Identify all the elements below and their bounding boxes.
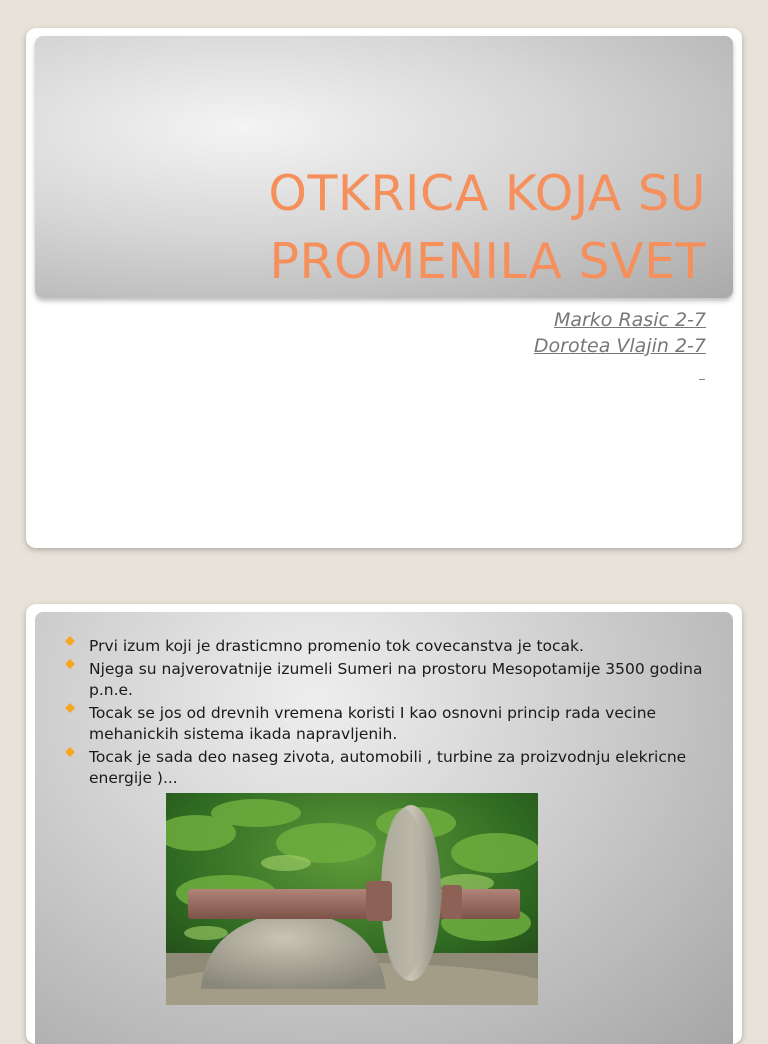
bullet-text: Njega su najverovatnije izumeli Sumeri na prostoru Mesopotamije 3500 godina p.n.e. — [89, 660, 703, 699]
bullet-item — [61, 747, 731, 789]
bullet-text: Tocak se jos od drevnih vremena koristi I kao osnovni princip rada vecine mehanickih sistema ikada napravljenih. — [89, 704, 657, 743]
author-name: Dorotea Vlajin 2-7 — [533, 335, 706, 357]
title-line-2: PROMENILA SVET — [269, 233, 706, 290]
author-list — [534, 307, 706, 359]
bullet-item — [61, 659, 731, 701]
title-slide — [26, 28, 742, 548]
bullet-icon — [65, 752, 75, 757]
content-band — [35, 612, 733, 1044]
bullet-text: Prvi izum koji je drasticmno promenio tok covecanstva je tocak. — [89, 637, 584, 655]
bullet-icon — [65, 664, 75, 669]
content-slide — [26, 604, 742, 1044]
bullet-item — [61, 703, 731, 745]
title-line-1: OTKRICA KOJA SU — [268, 165, 706, 222]
bullet-text: Tocak je sada deo naseg zivota, automobili , turbine za proizvodnju elekricne energije )... — [89, 748, 687, 787]
bullet-list — [61, 636, 731, 791]
text-cursor-mark — [699, 379, 705, 380]
author-name: Marko Rasic 2-7 — [553, 309, 706, 331]
slide-title — [268, 160, 706, 296]
stone-mill-wheel-illustration — [166, 793, 538, 1005]
stone-mill-wheel-photo — [166, 793, 538, 1005]
bullet-item — [61, 636, 731, 657]
bullet-icon — [65, 708, 75, 713]
bullet-icon — [65, 641, 75, 646]
